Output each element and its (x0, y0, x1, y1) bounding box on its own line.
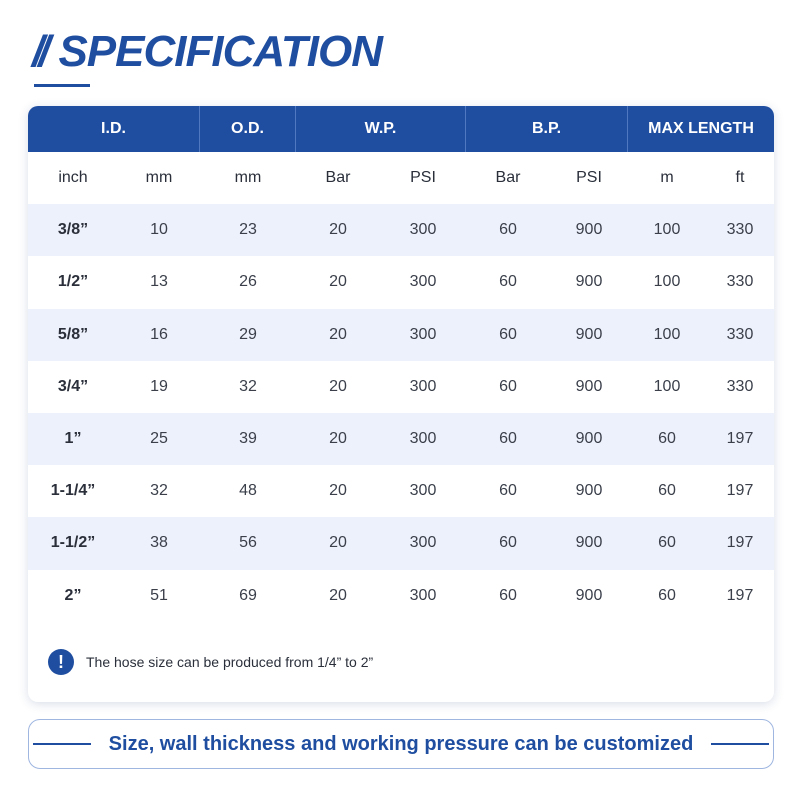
table-cell: 300 (409, 377, 437, 395)
table-cell: 197 (726, 430, 754, 448)
table-row (28, 413, 774, 465)
unit-header: Bar (325, 169, 351, 187)
table-cell: 39 (239, 430, 257, 448)
table-cell: 100 (653, 221, 681, 239)
table-cell: 20 (329, 482, 347, 500)
table-row (28, 570, 774, 622)
header-wp: W.P. (296, 106, 466, 152)
header-id: I.D. (28, 106, 200, 152)
table-cell: 300 (409, 325, 437, 343)
unit-header: mm (145, 169, 173, 187)
table-cell: 330 (726, 377, 754, 395)
row-size-cell: 5/8” (57, 325, 89, 343)
table-cell: 20 (329, 534, 347, 552)
table-row (28, 361, 774, 413)
table-cell: 60 (658, 430, 676, 448)
row-size-cell: 1-1/4” (50, 482, 96, 500)
table-cell: 100 (653, 377, 681, 395)
table-cell: 100 (653, 325, 681, 343)
size-note (48, 649, 373, 675)
table-cell: 330 (726, 221, 754, 239)
table-cell: 100 (653, 273, 681, 291)
title-slashes: // (32, 27, 45, 76)
table-cell: 20 (329, 273, 347, 291)
table-cell: 32 (150, 482, 168, 500)
table-row (28, 256, 774, 308)
table-cell: 23 (239, 221, 257, 239)
unit-header: m (660, 169, 674, 187)
unit-header: PSI (576, 169, 602, 187)
table-body (28, 204, 774, 622)
table-cell: 900 (575, 430, 603, 448)
table-row (28, 309, 774, 361)
title-text: SPECIFICATION (58, 27, 382, 76)
row-size-cell: 1-1/2” (50, 534, 96, 552)
unit-header: PSI (410, 169, 436, 187)
row-size-cell: 3/8” (57, 221, 89, 239)
table-cell: 60 (499, 534, 517, 552)
table-cell: 32 (239, 377, 257, 395)
table-cell: 300 (409, 273, 437, 291)
unit-header: ft (735, 169, 745, 187)
note-text: The hose size can be produced from 1/4” to 2” (86, 654, 374, 670)
table-cell: 51 (150, 586, 168, 604)
table-cell: 900 (575, 325, 603, 343)
table-unit-header-row (28, 152, 774, 204)
exclamation-icon: ! (48, 649, 74, 675)
table-cell: 60 (658, 482, 676, 500)
table-cell: 197 (726, 482, 754, 500)
table-cell: 25 (150, 430, 168, 448)
table-cell: 60 (658, 586, 676, 604)
banner-right-line (711, 743, 769, 745)
table-cell: 20 (329, 430, 347, 448)
table-row (28, 204, 774, 256)
table-cell: 330 (726, 325, 754, 343)
unit-header: Bar (495, 169, 521, 187)
table-cell: 60 (658, 534, 676, 552)
row-size-cell: 1/2” (57, 273, 89, 291)
header-od: O.D. (200, 106, 296, 152)
table-cell: 26 (239, 273, 257, 291)
table-cell: 13 (150, 273, 168, 291)
page-title (32, 22, 382, 82)
table-cell: 48 (239, 482, 257, 500)
table-cell: 300 (409, 482, 437, 500)
table-cell: 300 (409, 586, 437, 604)
banner-left-line (33, 743, 91, 745)
table-cell: 29 (239, 325, 257, 343)
table-cell: 20 (329, 377, 347, 395)
table-cell: 19 (150, 377, 168, 395)
banner-text: Size, wall thickness and working pressure can be customized (108, 732, 694, 755)
table-cell: 60 (499, 221, 517, 239)
table-cell: 300 (409, 221, 437, 239)
title-underline (34, 84, 90, 87)
table-row (28, 517, 774, 569)
table-cell: 69 (239, 586, 257, 604)
table-cell: 60 (499, 325, 517, 343)
table-cell: 60 (499, 482, 517, 500)
table-row (28, 465, 774, 517)
table-cell: 300 (409, 534, 437, 552)
table-cell: 10 (150, 221, 168, 239)
table-cell: 900 (575, 221, 603, 239)
table-cell: 900 (575, 534, 603, 552)
table-cell: 56 (239, 534, 257, 552)
table-cell: 60 (499, 273, 517, 291)
table-cell: 38 (150, 534, 168, 552)
table-cell: 900 (575, 482, 603, 500)
unit-header: inch (58, 169, 88, 187)
table-cell: 60 (499, 377, 517, 395)
table-cell: 16 (150, 325, 168, 343)
table-cell: 20 (329, 221, 347, 239)
header-bp: B.P. (466, 106, 628, 152)
table-cell: 900 (575, 586, 603, 604)
row-size-cell: 1” (64, 430, 82, 448)
table-cell: 197 (726, 586, 754, 604)
table-cell: 20 (329, 586, 347, 604)
table-cell: 300 (409, 430, 437, 448)
page-title-block (32, 22, 382, 82)
table-cell: 900 (575, 377, 603, 395)
row-size-cell: 3/4” (57, 377, 89, 395)
table-cell: 900 (575, 273, 603, 291)
unit-header: mm (234, 169, 262, 187)
table-group-header (28, 106, 774, 152)
row-size-cell: 2” (64, 586, 82, 604)
table-cell: 60 (499, 430, 517, 448)
table-cell: 60 (499, 586, 517, 604)
table-cell: 197 (726, 534, 754, 552)
table-cell: 20 (329, 325, 347, 343)
header-max-length: MAX LENGTH (648, 120, 754, 137)
specification-table-card (28, 106, 774, 702)
table-cell: 330 (726, 273, 754, 291)
customization-banner (28, 719, 774, 769)
